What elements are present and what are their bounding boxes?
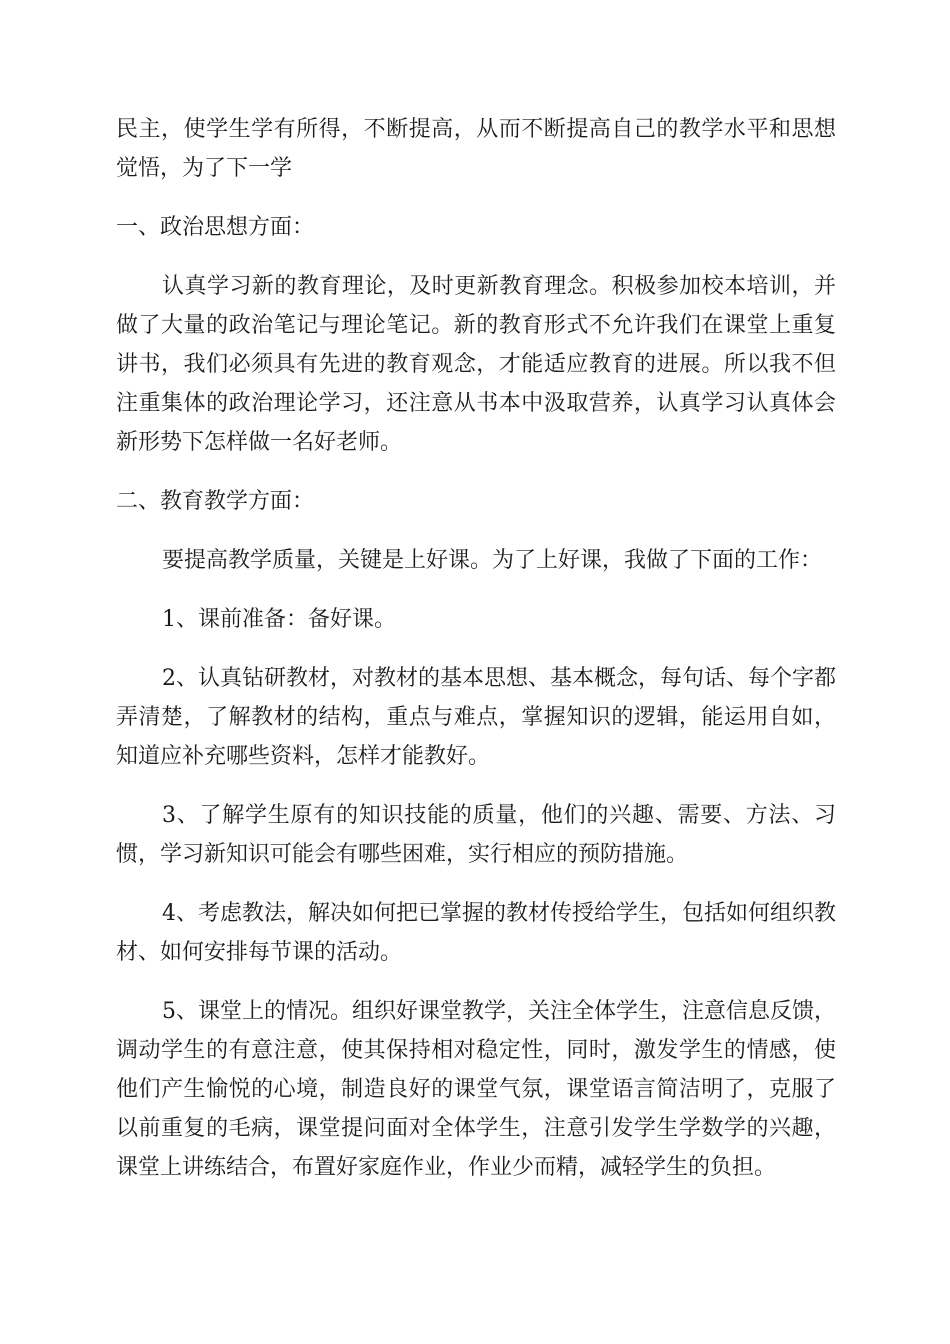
section-heading-political-thought: 一、政治思想方面： [116, 215, 315, 240]
paragraph-teaching-intro: 要提高教学质量，关键是上好课。为了上好课，我做了下面的工作： [162, 548, 823, 573]
list-item-1: 1、课前准备：备好课。 [162, 607, 396, 632]
list-item-3: 3、了解学生原有的知识技能的质量，他们的兴趣、需要、方法、习惯，学习新知识可能会有哪些困难，实行相应的预防措施。 [116, 803, 836, 867]
paragraph-intro-continuation: 民主，使学生学有所得，不断提高，从而不断提高自己的教学水平和思想觉悟，为了下一学 [116, 117, 836, 181]
document-body [116, 110, 836, 1207]
list-item-5: 5、课堂上的情况。组织好课堂教学，关注全体学生，注意信息反馈，调动学生的有意注意，使其保持相对稳定性，同时，激发学生的情感，使他们产生愉悦的心境，制造良好的课堂气氛，课堂语言简洁明了，克服了以前重复的毛病，课堂提问面对全体学生，注意引发学生学数学的兴趣，课堂上讲练结合，布置好家庭作业，作业少而精，减轻学生的负担。 [116, 999, 836, 1180]
paragraph-political-thought: 认真学习新的教育理论，及时更新教育理念。积极参加校本培训，并做了大量的政治笔记与理论笔记。新的教育形式不允许我们在课堂上重复讲书，我们必须具有先进的教育观念，才能适应教育的进展。所以我不但注重集体的政治理论学习，还注意从书本中汲取营养，认真学习认真体会新形势下怎样做一名好老师。 [116, 274, 836, 455]
list-item-4: 4、考虑教法，解决如何把已掌握的教材传授给学生，包括如何组织教材、如何安排每节课的活动。 [116, 901, 836, 965]
section-heading-teaching: 二、教育教学方面： [116, 489, 315, 514]
list-item-2: 2、认真钻研教材，对教材的基本思想、基本概念，每句话、每个字都弄清楚，了解教材的结构，重点与难点，掌握知识的逻辑，能运用自如，知道应补充哪些资料，怎样才能教好。 [116, 666, 836, 769]
